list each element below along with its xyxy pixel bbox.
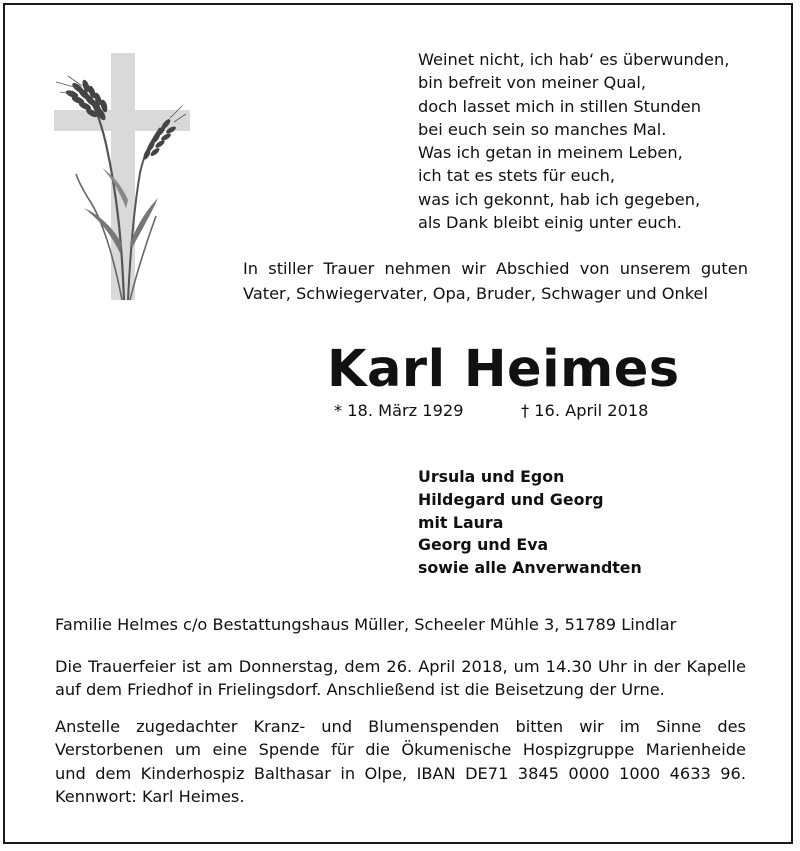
- poem-line: als Dank bleibt einig unter euch.: [418, 213, 682, 233]
- donation-line: und dem Kinderhospiz Balthasar in Olpe, IBAN DE71 3845 0000 1000 4633 96.: [55, 763, 746, 783]
- birth-date: * 18. März 1929: [334, 401, 464, 420]
- poem-line: was ich gekonnt, hab ich gegeben,: [418, 189, 701, 209]
- poem-line: ich tat es stets für euch,: [418, 166, 616, 186]
- ceremony-line: Die Trauerfeier ist am Donnerstag, dem 26. April 2018, um 14.30 Uhr in der Kapelle: [55, 657, 746, 676]
- mourner: Hildegard und Georg: [418, 489, 604, 509]
- deceased-name: Karl Heimes: [327, 340, 680, 399]
- mourner: mit Laura: [418, 512, 504, 532]
- intro-line: Vater, Schwiegervater, Opa, Bruder, Schwager und Onkel: [243, 284, 709, 303]
- cross-with-wheat-icon: [48, 48, 198, 304]
- poem: [418, 48, 758, 234]
- donation-line: Kennwort: Karl Heimes.: [55, 786, 245, 806]
- poem-line: Was ich getan in meinem Leben,: [418, 143, 683, 163]
- mourner: Georg und Eva: [418, 535, 549, 555]
- poem-line: bei euch sein so manches Mal.: [418, 119, 667, 139]
- ceremony-info: [55, 655, 746, 702]
- intro-line: In stiller Trauer nehmen wir Abschied von unserem guten: [243, 259, 748, 278]
- mourner: sowie alle Anverwandten: [418, 558, 642, 578]
- farewell-intro: [243, 256, 748, 306]
- mourner: Ursula und Egon: [418, 467, 565, 486]
- family-address: Familie Helmes c/o Bestattungshaus Müller, Scheeler Mühle 3, 51789 Lindlar: [55, 615, 677, 634]
- death-date: † 16. April 2018: [521, 401, 649, 420]
- donation-info: [55, 715, 746, 808]
- poem-line: Weinet nicht, ich hab‘ es überwunden,: [418, 50, 730, 69]
- donation-line: Verstorbenen um eine Spende für die Ökumenische Hospizgruppe Marienheide: [55, 740, 746, 760]
- mourners-list: [418, 466, 642, 580]
- donation-line: Anstelle zugedachter Kranz- und Blumenspenden bitten wir im Sinne des: [55, 717, 746, 736]
- ceremony-line: auf dem Friedhof in Frielingsdorf. Anschließend ist die Beisetzung der Urne.: [55, 680, 665, 700]
- poem-line: bin befreit von meiner Qual,: [418, 73, 647, 93]
- poem-line: doch lasset mich in stillen Stunden: [418, 96, 701, 116]
